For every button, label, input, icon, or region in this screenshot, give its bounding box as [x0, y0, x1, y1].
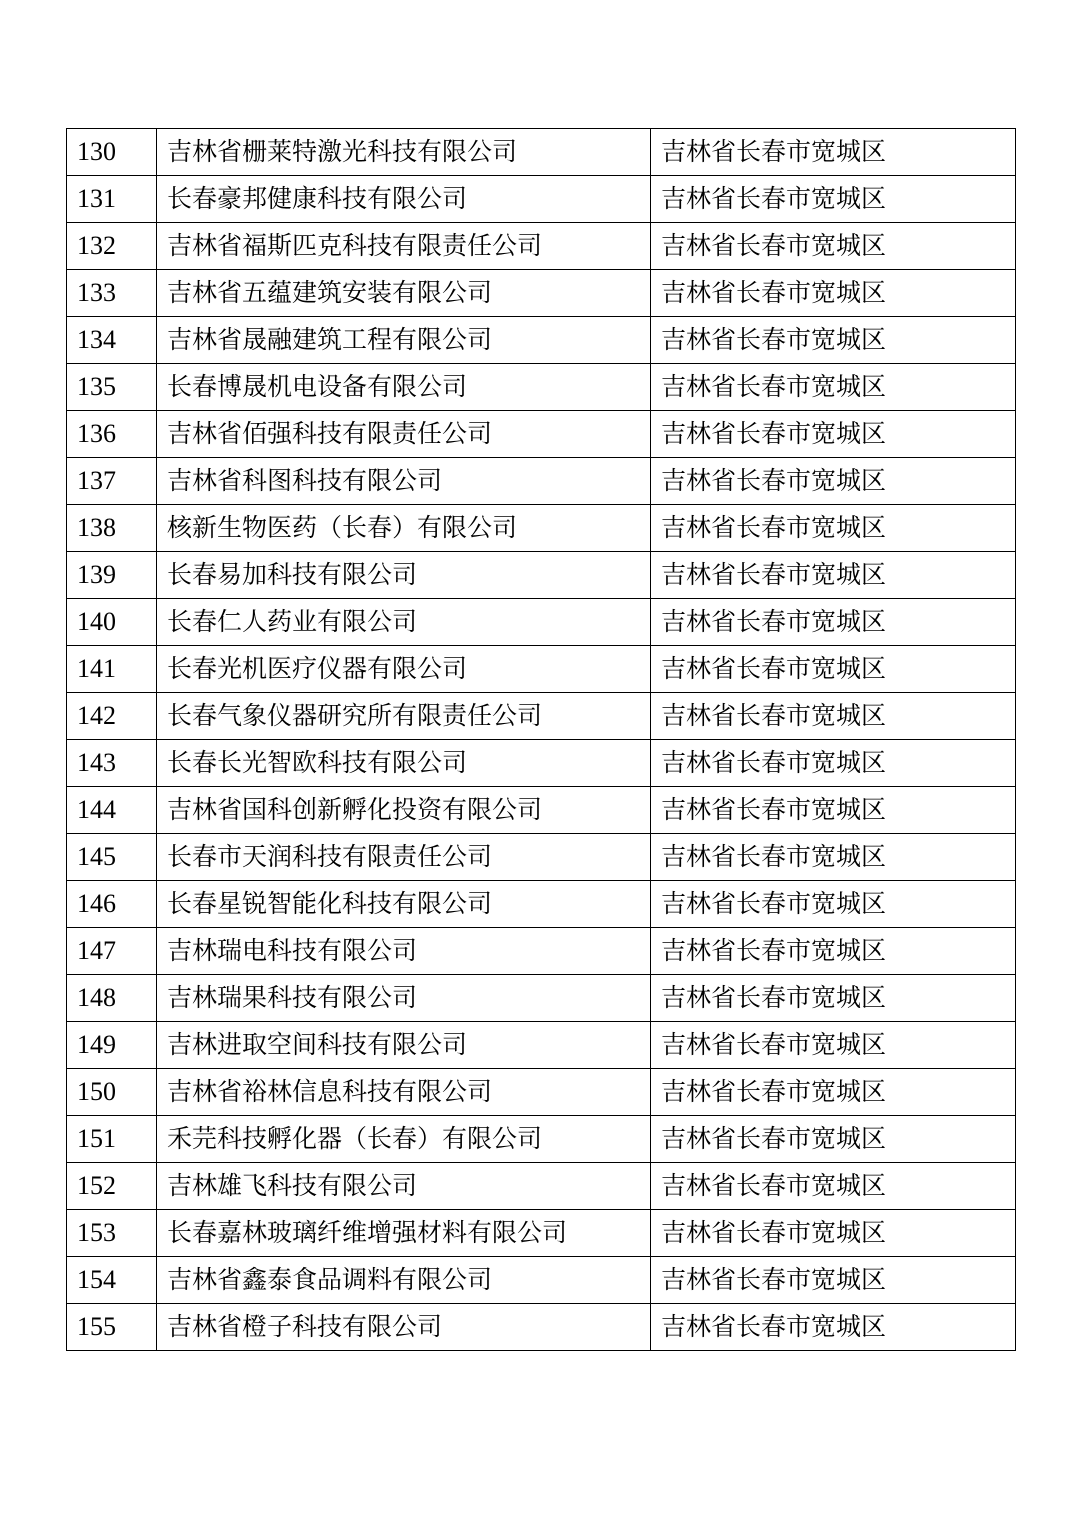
- table-row: [67, 552, 1016, 599]
- location-cell: 吉林省长春市宽城区: [651, 552, 1016, 599]
- company-name-cell: 吉林进取空间科技有限公司: [157, 1022, 651, 1069]
- location-cell: 吉林省长春市宽城区: [651, 270, 1016, 317]
- location-cell: 吉林省长春市宽城区: [651, 411, 1016, 458]
- company-name-cell: 长春长光智欧科技有限公司: [157, 740, 651, 787]
- table-row: [67, 505, 1016, 552]
- row-number-cell: 134: [67, 317, 157, 364]
- table-row: [67, 1022, 1016, 1069]
- row-number-cell: 131: [67, 176, 157, 223]
- row-number-cell: 150: [67, 1069, 157, 1116]
- company-name-cell: 吉林省裕林信息科技有限公司: [157, 1069, 651, 1116]
- location-cell: 吉林省长春市宽城区: [651, 787, 1016, 834]
- row-number-cell: 147: [67, 928, 157, 975]
- row-number-cell: 136: [67, 411, 157, 458]
- location-cell: 吉林省长春市宽城区: [651, 740, 1016, 787]
- company-name-cell: 长春气象仪器研究所有限责任公司: [157, 693, 651, 740]
- location-cell: 吉林省长春市宽城区: [651, 1069, 1016, 1116]
- table-row: [67, 740, 1016, 787]
- row-number-cell: 130: [67, 129, 157, 176]
- company-name-cell: 吉林省福斯匹克科技有限责任公司: [157, 223, 651, 270]
- company-name-cell: 核新生物医药（长春）有限公司: [157, 505, 651, 552]
- table-row: [67, 270, 1016, 317]
- location-cell: 吉林省长春市宽城区: [651, 693, 1016, 740]
- company-name-cell: 长春市天润科技有限责任公司: [157, 834, 651, 881]
- company-name-cell: 长春博晟机电设备有限公司: [157, 364, 651, 411]
- company-name-cell: 吉林省橙子科技有限公司: [157, 1304, 651, 1351]
- table-row: [67, 458, 1016, 505]
- table-row: [67, 928, 1016, 975]
- location-cell: 吉林省长春市宽城区: [651, 1257, 1016, 1304]
- table-row: [67, 834, 1016, 881]
- row-number-cell: 153: [67, 1210, 157, 1257]
- company-name-cell: 吉林省佰强科技有限责任公司: [157, 411, 651, 458]
- row-number-cell: 155: [67, 1304, 157, 1351]
- company-name-cell: 吉林瑞电科技有限公司: [157, 928, 651, 975]
- row-number-cell: 154: [67, 1257, 157, 1304]
- table-row: [67, 411, 1016, 458]
- table-row: [67, 1069, 1016, 1116]
- company-name-cell: 吉林省五蕴建筑安装有限公司: [157, 270, 651, 317]
- location-cell: 吉林省长春市宽城区: [651, 646, 1016, 693]
- company-name-cell: 长春易加科技有限公司: [157, 552, 651, 599]
- company-name-cell: 长春豪邦健康科技有限公司: [157, 176, 651, 223]
- row-number-cell: 146: [67, 881, 157, 928]
- table-row: [67, 975, 1016, 1022]
- table-row: [67, 364, 1016, 411]
- location-cell: 吉林省长春市宽城区: [651, 317, 1016, 364]
- location-cell: 吉林省长春市宽城区: [651, 881, 1016, 928]
- row-number-cell: 144: [67, 787, 157, 834]
- company-name-cell: 吉林省晟融建筑工程有限公司: [157, 317, 651, 364]
- table-row: [67, 599, 1016, 646]
- company-name-cell: 吉林省科图科技有限公司: [157, 458, 651, 505]
- table-body: [67, 129, 1016, 1351]
- company-name-cell: 吉林省国科创新孵化投资有限公司: [157, 787, 651, 834]
- table-row: [67, 1210, 1016, 1257]
- row-number-cell: 140: [67, 599, 157, 646]
- location-cell: 吉林省长春市宽城区: [651, 176, 1016, 223]
- table-row: [67, 646, 1016, 693]
- location-cell: 吉林省长春市宽城区: [651, 129, 1016, 176]
- location-cell: 吉林省长春市宽城区: [651, 1210, 1016, 1257]
- row-number-cell: 135: [67, 364, 157, 411]
- row-number-cell: 152: [67, 1163, 157, 1210]
- company-name-cell: 长春仁人药业有限公司: [157, 599, 651, 646]
- row-number-cell: 142: [67, 693, 157, 740]
- location-cell: 吉林省长春市宽城区: [651, 505, 1016, 552]
- location-cell: 吉林省长春市宽城区: [651, 834, 1016, 881]
- company-list-table: [66, 128, 1016, 1351]
- row-number-cell: 138: [67, 505, 157, 552]
- row-number-cell: 149: [67, 1022, 157, 1069]
- row-number-cell: 137: [67, 458, 157, 505]
- table-row: [67, 787, 1016, 834]
- table-row: [67, 223, 1016, 270]
- table-row: [67, 881, 1016, 928]
- company-name-cell: 长春星锐智能化科技有限公司: [157, 881, 651, 928]
- table-row: [67, 1116, 1016, 1163]
- row-number-cell: 132: [67, 223, 157, 270]
- row-number-cell: 151: [67, 1116, 157, 1163]
- company-name-cell: 禾芫科技孵化器（长春）有限公司: [157, 1116, 651, 1163]
- table-row: [67, 693, 1016, 740]
- location-cell: 吉林省长春市宽城区: [651, 1116, 1016, 1163]
- row-number-cell: 133: [67, 270, 157, 317]
- table-row: [67, 1304, 1016, 1351]
- company-name-cell: 吉林瑞果科技有限公司: [157, 975, 651, 1022]
- row-number-cell: 143: [67, 740, 157, 787]
- company-name-cell: 长春嘉林玻璃纤维增强材料有限公司: [157, 1210, 651, 1257]
- location-cell: 吉林省长春市宽城区: [651, 975, 1016, 1022]
- table-row: [67, 176, 1016, 223]
- table-row: [67, 317, 1016, 364]
- location-cell: 吉林省长春市宽城区: [651, 458, 1016, 505]
- row-number-cell: 141: [67, 646, 157, 693]
- company-name-cell: 吉林省栅莱特激光科技有限公司: [157, 129, 651, 176]
- table-row: [67, 129, 1016, 176]
- location-cell: 吉林省长春市宽城区: [651, 1163, 1016, 1210]
- row-number-cell: 145: [67, 834, 157, 881]
- company-name-cell: 吉林省鑫泰食品调料有限公司: [157, 1257, 651, 1304]
- table-row: [67, 1163, 1016, 1210]
- location-cell: 吉林省长春市宽城区: [651, 364, 1016, 411]
- location-cell: 吉林省长春市宽城区: [651, 223, 1016, 270]
- location-cell: 吉林省长春市宽城区: [651, 599, 1016, 646]
- row-number-cell: 139: [67, 552, 157, 599]
- company-name-cell: 长春光机医疗仪器有限公司: [157, 646, 651, 693]
- location-cell: 吉林省长春市宽城区: [651, 928, 1016, 975]
- row-number-cell: 148: [67, 975, 157, 1022]
- company-name-cell: 吉林雄飞科技有限公司: [157, 1163, 651, 1210]
- table-row: [67, 1257, 1016, 1304]
- location-cell: 吉林省长春市宽城区: [651, 1304, 1016, 1351]
- location-cell: 吉林省长春市宽城区: [651, 1022, 1016, 1069]
